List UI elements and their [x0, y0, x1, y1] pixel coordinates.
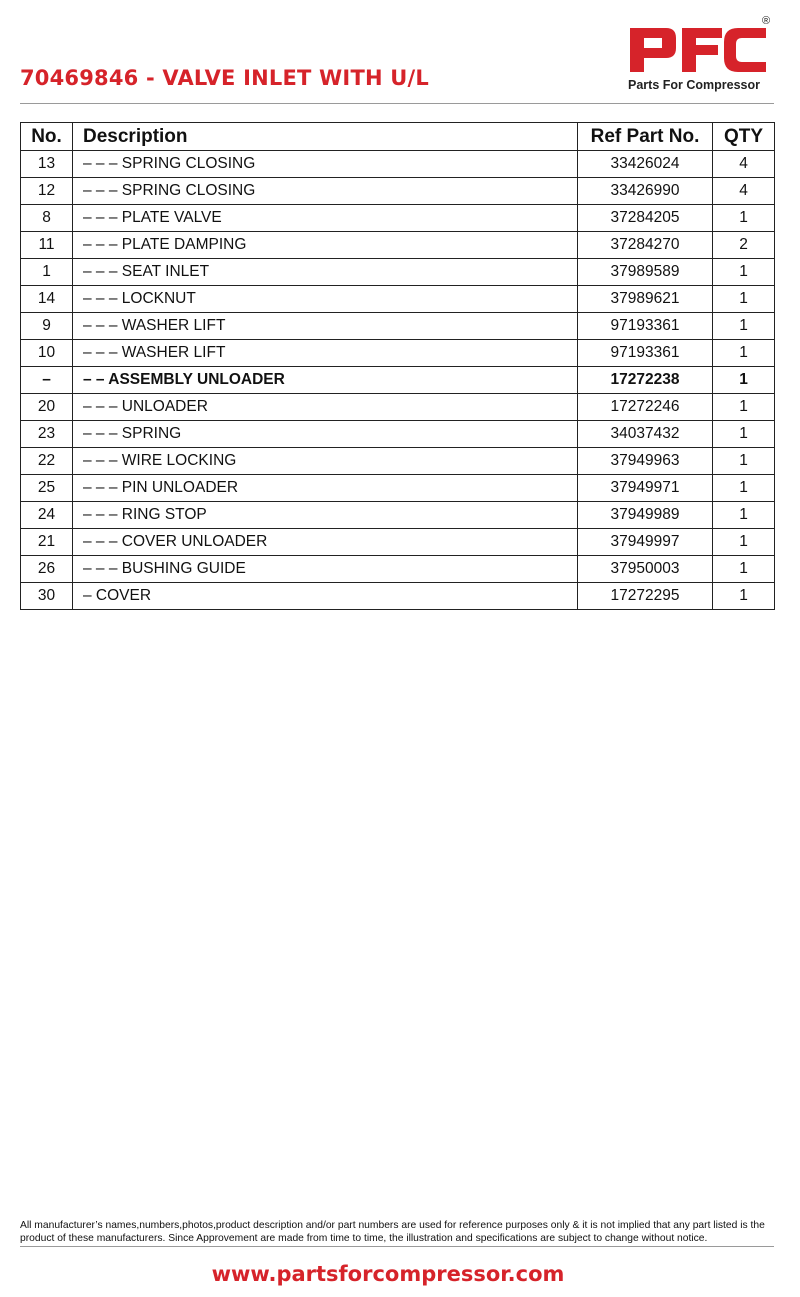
logo-tagline: Parts For Compressor	[628, 78, 760, 92]
cell-no: 26	[21, 556, 73, 583]
cell-description: – – – WIRE LOCKING	[73, 448, 578, 475]
cell-description: – – – SPRING CLOSING	[73, 178, 578, 205]
cell-no: 21	[21, 529, 73, 556]
cell-description: – – – SEAT INLET	[73, 259, 578, 286]
cell-qty: 1	[713, 205, 775, 232]
table-header-row	[21, 123, 775, 151]
cell-no: 20	[21, 394, 73, 421]
cell-ref-part-no: 33426024	[578, 151, 713, 178]
table-row	[21, 313, 775, 340]
cell-ref-part-no: 37284270	[578, 232, 713, 259]
cell-ref-part-no: 37284205	[578, 205, 713, 232]
cell-qty: 1	[713, 286, 775, 313]
column-header-description: Description	[73, 123, 578, 151]
table-row	[21, 556, 775, 583]
cell-qty: 4	[713, 151, 775, 178]
table-row	[21, 475, 775, 502]
table-row	[21, 178, 775, 205]
cell-description: – – – WASHER LIFT	[73, 340, 578, 367]
table-row	[21, 421, 775, 448]
table-row	[21, 340, 775, 367]
footer-divider	[20, 1246, 774, 1247]
cell-ref-part-no: 37989621	[578, 286, 713, 313]
cell-no: 1	[21, 259, 73, 286]
table-row	[21, 583, 775, 610]
table-row	[21, 367, 775, 394]
table-row	[21, 529, 775, 556]
cell-qty: 4	[713, 178, 775, 205]
cell-no: 23	[21, 421, 73, 448]
cell-ref-part-no: 37949989	[578, 502, 713, 529]
cell-ref-part-no: 17272295	[578, 583, 713, 610]
column-header-ref-part-no: Ref Part No.	[578, 123, 713, 151]
cell-qty: 2	[713, 232, 775, 259]
cell-description: – – – BUSHING GUIDE	[73, 556, 578, 583]
parts-table	[20, 122, 775, 610]
cell-description: – – – SPRING CLOSING	[73, 151, 578, 178]
cell-qty: 1	[713, 421, 775, 448]
cell-description: – COVER	[73, 583, 578, 610]
website-link[interactable]: www.partsforcompressor.com	[211, 1262, 565, 1286]
cell-no: 24	[21, 502, 73, 529]
table-row	[21, 205, 775, 232]
column-header-no: No.	[21, 123, 73, 151]
page-title: 70469846 - VALVE INLET WITH U/L	[20, 66, 429, 90]
cell-description: – – – PLATE DAMPING	[73, 232, 578, 259]
cell-ref-part-no: 17272238	[578, 367, 713, 394]
cell-description: – – – COVER UNLOADER	[73, 529, 578, 556]
cell-description: – – – WASHER LIFT	[73, 313, 578, 340]
table-row	[21, 286, 775, 313]
cell-qty: 1	[713, 502, 775, 529]
cell-description: – – – PIN UNLOADER	[73, 475, 578, 502]
cell-no: 25	[21, 475, 73, 502]
parts-table-body	[21, 151, 775, 610]
cell-ref-part-no: 37949971	[578, 475, 713, 502]
cell-qty: 1	[713, 367, 775, 394]
cell-ref-part-no: 97193361	[578, 340, 713, 367]
cell-no: 22	[21, 448, 73, 475]
cell-ref-part-no: 37949963	[578, 448, 713, 475]
cell-qty: 1	[713, 313, 775, 340]
header-divider	[20, 103, 774, 104]
cell-ref-part-no: 33426990	[578, 178, 713, 205]
cell-qty: 1	[713, 583, 775, 610]
cell-description: – – – LOCKNUT	[73, 286, 578, 313]
cell-qty: 1	[713, 448, 775, 475]
table-row	[21, 394, 775, 421]
table-row	[21, 502, 775, 529]
cell-no: 10	[21, 340, 73, 367]
cell-no: 8	[21, 205, 73, 232]
table-row	[21, 448, 775, 475]
cell-no: 14	[21, 286, 73, 313]
cell-no: 9	[21, 313, 73, 340]
cell-ref-part-no: 17272246	[578, 394, 713, 421]
table-row	[21, 259, 775, 286]
cell-no: 11	[21, 232, 73, 259]
cell-qty: 1	[713, 340, 775, 367]
pfc-logo	[626, 14, 776, 94]
cell-ref-part-no: 37989589	[578, 259, 713, 286]
registered-mark: ®	[762, 15, 771, 27]
cell-ref-part-no: 37949997	[578, 529, 713, 556]
cell-ref-part-no: 37950003	[578, 556, 713, 583]
cell-qty: 1	[713, 475, 775, 502]
disclaimer-text: All manufacturer’s names,numbers,photos,product description and/or part numbers are used for reference purposes only & it is not implied that any part listed is the product of these manufacturers. Since Approvement are made from time to time, the illustration and specifications are subject to change without notice.	[20, 1220, 765, 1244]
cell-description: – – – PLATE VALVE	[73, 205, 578, 232]
column-header-qty: QTY	[713, 123, 775, 151]
cell-ref-part-no: 34037432	[578, 421, 713, 448]
cell-description: – – ASSEMBLY UNLOADER	[73, 367, 578, 394]
cell-no: 13	[21, 151, 73, 178]
cell-no: 12	[21, 178, 73, 205]
cell-ref-part-no: 97193361	[578, 313, 713, 340]
cell-qty: 1	[713, 259, 775, 286]
cell-no: 30	[21, 583, 73, 610]
cell-description: – – – RING STOP	[73, 502, 578, 529]
cell-qty: 1	[713, 556, 775, 583]
cell-qty: 1	[713, 394, 775, 421]
pfc-logo-mark	[626, 14, 776, 78]
cell-no: –	[21, 367, 73, 394]
cell-qty: 1	[713, 529, 775, 556]
cell-description: – – – UNLOADER	[73, 394, 578, 421]
cell-description: – – – SPRING	[73, 421, 578, 448]
table-row	[21, 151, 775, 178]
table-row	[21, 232, 775, 259]
